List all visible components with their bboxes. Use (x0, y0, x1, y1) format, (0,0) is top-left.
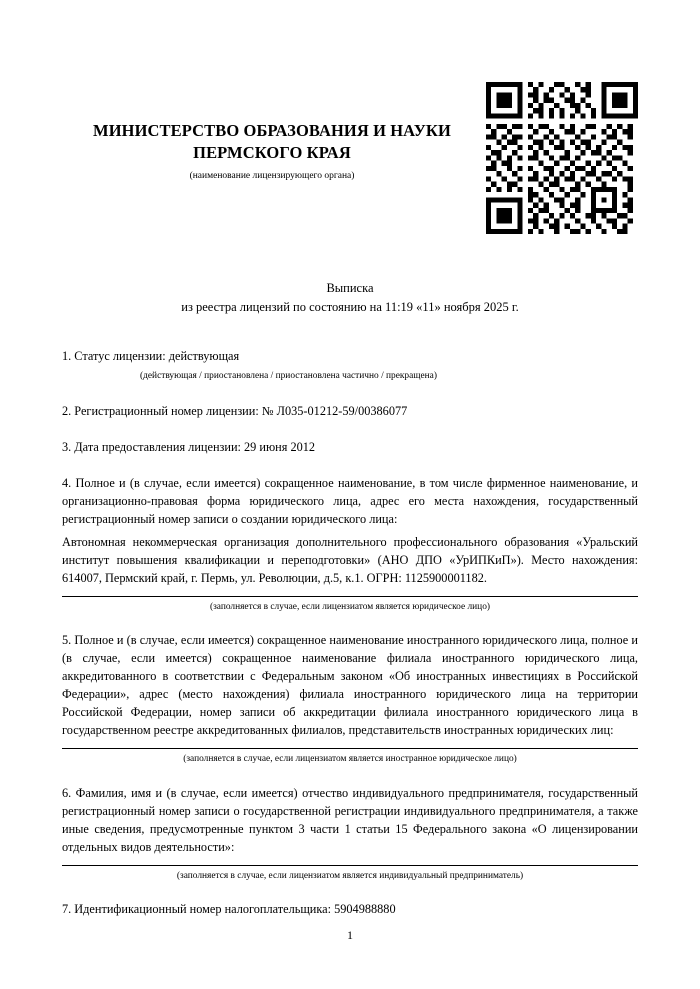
item-individual-entrepreneur-rule (62, 865, 638, 866)
document-title-line-2: из реестра лицензий по состоянию на 11:19 «11» ноября 2025 г. (181, 299, 519, 314)
item-grant-date-text: 3. Дата предоставления лицензии: 29 июня 2012 (62, 440, 316, 455)
item-foreign-entity (62, 631, 638, 766)
qr-code (486, 82, 638, 234)
item-taxpayer-number-text: 7. Идентификационный номер налогоплательщика: 5904988880 (62, 902, 396, 917)
item-legal-entity-note: (заполняется в случае, если лицензиатом является юридическое лицо) (209, 601, 490, 612)
item-taxpayer-number (62, 900, 638, 918)
qr-code-image (486, 82, 638, 234)
item-status-text: 1. Статус лицензии: действующая (62, 349, 240, 364)
item-legal-entity-rule (62, 596, 638, 597)
item-grant-date (62, 438, 638, 456)
document-items (62, 347, 638, 918)
organization-title-line-1: МИНИСТЕРСТВО ОБРАЗОВАНИЯ И НАУКИ (93, 121, 451, 140)
item-foreign-entity-rule (62, 748, 638, 749)
item-registration-number-text: 2. Регистрационный номер лицензии: № Л035-01212-59/00386077 (62, 404, 408, 419)
item-individual-entrepreneur-note: (заполняется в случае, если лицензиатом является индивидуальный предприниматель) (176, 870, 524, 881)
item-individual-entrepreneur-text: 6. Фамилия, имя и (в случае, если имеется) отчество индивидуального предпринимателя, государственный регистрационный номер записи о государственной регистрации индивидуального предпринимателя, а также иные сведения, предусмотренные пунктом 3 части 1 статьи 15 Федерального закона «О лицензировании отдельных видов деятельности»: (62, 785, 638, 854)
item-registration-number (62, 402, 638, 420)
item-foreign-entity-note: (заполняется в случае, если лицензиатом является иностранное юридическое лицо) (183, 754, 517, 765)
page-number: 1 (347, 928, 353, 942)
item-foreign-entity-text: 5. Полное и (в случае, если имеется) сокращенное наименование иностранного юридического лица, полное и (в случае, если имеется) сокращенное наименование филиала иностранного юридического лица, аккредитованного в соответствии с Федеральным законом «Об иностранных инвестициях в Российской Федерации», адрес (место нахождения) филиала иностранного юридического лица на территории Российской Федерации, номер записи об аккредитации филиала иностранного юридического лица в государственном реестре аккредитованных филиалов, представительств иностранных юридических лиц: (62, 633, 638, 738)
document-header (62, 0, 482, 183)
item-legal-entity-body: Автономная некоммерческая организация дополнительного профессионального образования «Уральский институт повышения квалификации и переподготовки» (АНО ДПО «УрИПКиП»). Место нахождения: 614007, Пермский край, г. Пермь, ул. Революции, д.5, к.1. ОГРН: 1125900001182. (62, 534, 638, 585)
organization-caption: (наименование лицензирующего органа) (189, 171, 355, 182)
organization-title-line-2: ПЕРМСКОГО КРАЯ (193, 143, 351, 163)
item-status (62, 347, 638, 384)
document-title-line-1: Выписка (326, 280, 374, 295)
item-status-note: (действующая / приостановлена / приостановлена частично / прекращена) (140, 371, 437, 382)
item-legal-entity (62, 474, 638, 613)
document-title (62, 279, 638, 318)
item-legal-entity-text: 4. Полное и (в случае, если имеется) сокращенное наименование, в том числе фирменное наименование, и организационно-правовая форма юридического лица, адрес его места нахождения, государственный регистрационный номер записи о создании юридического лица: (62, 476, 638, 527)
item-legal-entity-body-wrap (62, 533, 638, 587)
item-individual-entrepreneur (62, 784, 638, 883)
